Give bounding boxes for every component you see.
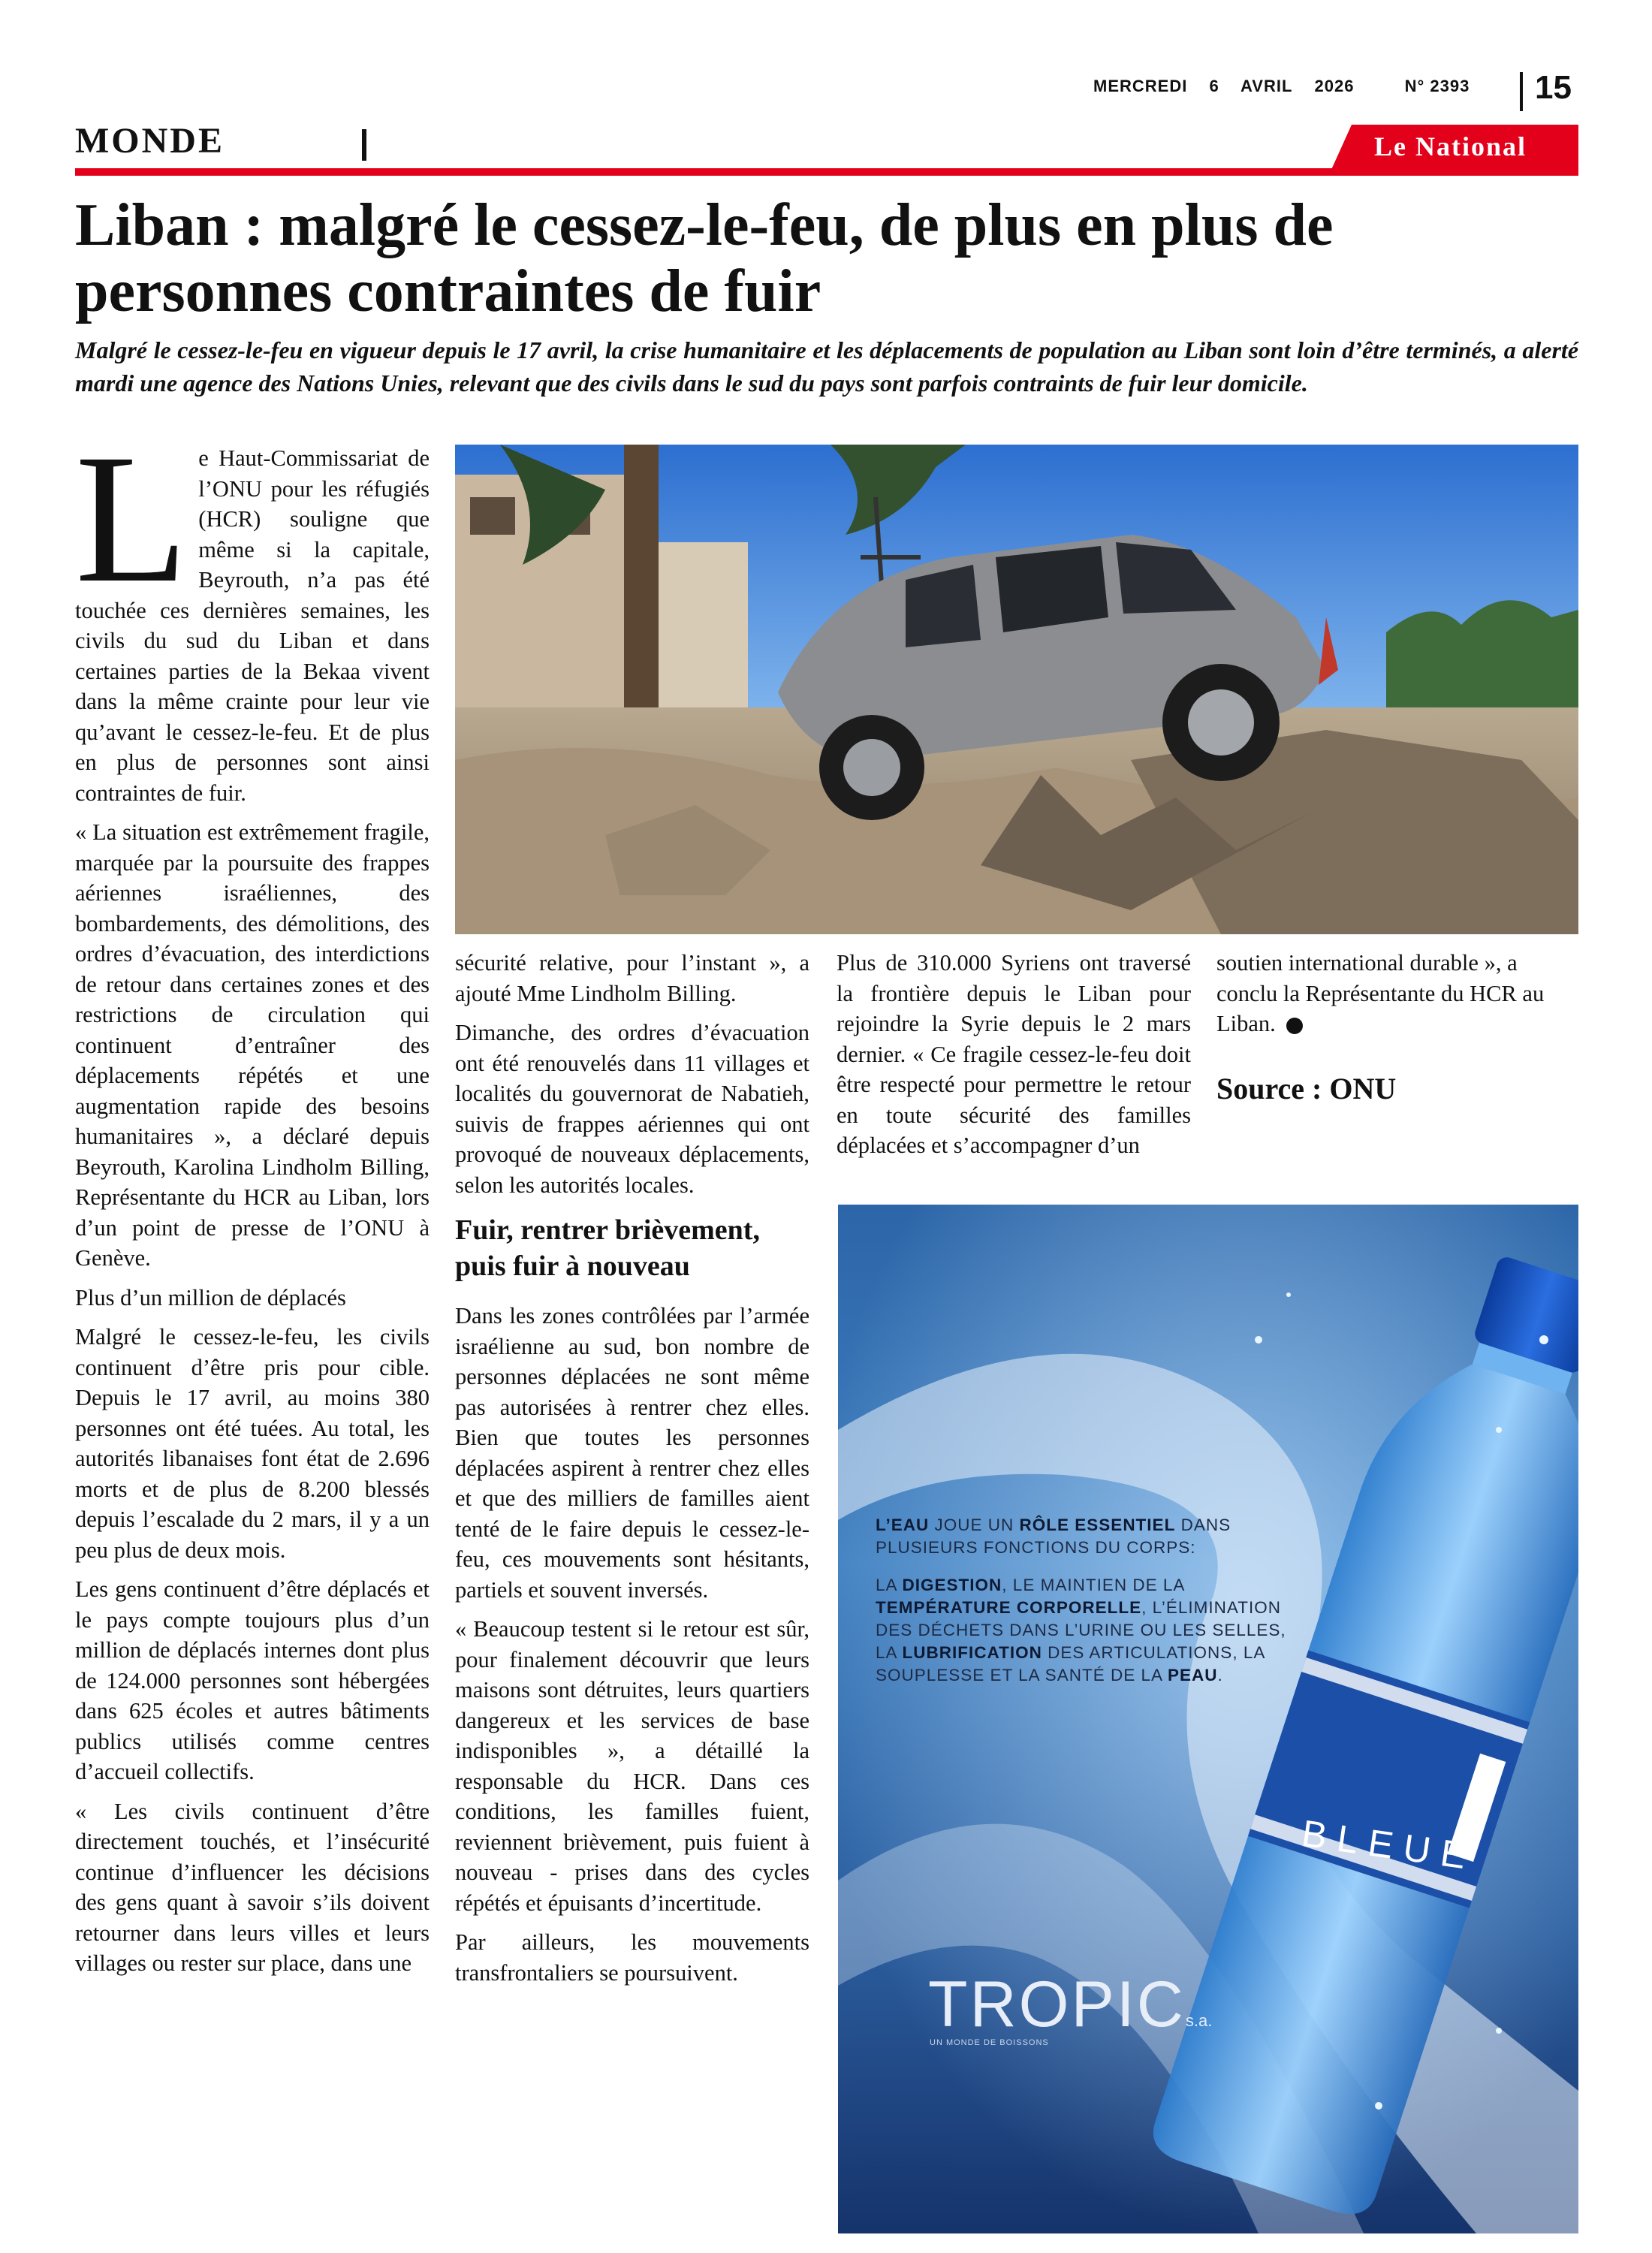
ad-text: , L’ÉLIMINATION DES DÉCHETS DANS L’URINE OU LES SELLES, LA xyxy=(876,1598,1286,1662)
inline-heading: Plus d’un million de déplacés xyxy=(75,1284,346,1310)
paragraph-13 xyxy=(1216,948,1578,1039)
ad-text: . xyxy=(1217,1666,1223,1684)
paragraph-12: Plus de 310.000 Syriens ont traversé la frontière depuis le Liban pour rejoindre la Syrie depuis le 2 mars dernier. « Ce fragile cessez-le-feu doit être respecté pour permettre le retour en toute sécurité des familles déplacées et s’accompagner d’un xyxy=(837,950,1191,1158)
page-number: 15 xyxy=(1535,69,1572,106)
ad-emphasis: RÔLE ESSENTIEL xyxy=(1019,1516,1176,1534)
paragraph-1-text: e Haut-Commissariat de l’ONU pour les réfugiés (HCR) souligne que même si la capitale, Beyrouth, n’a pas été touchée ces dernières semaines, les civils du sud du Liban et dans certaines parties de la Bekaa vivent dans la même crainte pour leur vie qu’avant le cessez-le-feu. Et de plus en plus de personnes sont ainsi contraintes de fuir. xyxy=(75,445,430,806)
ad-text: DES ARTICULATIONS, LA SOUPLESSE ET LA SANTÉ DE LA xyxy=(876,1643,1265,1684)
column-1 xyxy=(75,417,430,1988)
column-3 xyxy=(837,948,1191,1170)
ad-text: LA xyxy=(876,1576,903,1594)
ad-text: DANS PLUSIEURS FONCTIONS DU CORPS: xyxy=(876,1516,1231,1557)
column-2 xyxy=(455,948,809,1997)
headline: Liban : malgré le cessez-le-feu, de plus en plus de personnes contraintes de fuir xyxy=(75,192,1334,324)
destroyed-car-photo xyxy=(455,445,1578,934)
article-photo xyxy=(455,445,1578,934)
newspaper-name: Le National xyxy=(1374,131,1527,161)
end-of-article-mark-icon xyxy=(1286,1018,1303,1034)
ad-copy-line-2 xyxy=(876,1574,1296,1687)
section-divider xyxy=(362,129,366,161)
ad-copy-line-1 xyxy=(876,1514,1296,1559)
column-4 xyxy=(1216,948,1578,1104)
source-credit: Source : ONU xyxy=(1216,1071,1397,1105)
brand-tagline: UN MONDE DE BOISSONS xyxy=(930,2038,1049,2047)
ad-emphasis: LUBRIFICATION xyxy=(902,1643,1042,1662)
paragraph-1 xyxy=(75,417,430,808)
paragraph-5: Les gens continuent d’être déplacés et le pays compte toujours plus d’un million de déplacés internes dont plus de 124.000 personnes sont hébergées dans 625 écoles et autres bâtiments publics utilisés comme centres d’accueil collectifs. xyxy=(75,1576,430,1784)
paragraph-7: sécurité relative, pour l’instant », a ajouté Mme Lindholm Billing. xyxy=(455,950,809,1006)
ad-text: JOUE UN xyxy=(929,1516,1020,1534)
date-month: AVRIL xyxy=(1241,77,1293,95)
dropcap: L xyxy=(75,417,188,621)
page-number-divider xyxy=(1520,72,1523,111)
chapo: Malgré le cessez-le-feu en vigueur depuis le 17 avril, la crise humanitaire et les déplacements de population au Liban sont loin d’être terminés, a alerté mardi une agence des Nations Unies, relevant que des civils dans le sud du pays sont parfois contraints de fuir leur domicile. xyxy=(75,336,1578,397)
paragraph-2: « La situation est extrêmement fragile, marquée par la poursuite des frappes aériennes israéliennes, des bombardements, des démolitions, des ordres d’évacuation, des interdictions de retour dans certaines zones et des restrictions de circulation qui continuent d’entraîner des déplacements répétés et une augmentation rapide des besoins humanitaires », a déclaré depuis Beyrouth, Karolina Lindholm Billing, Représentante du HCR au Liban, lors d’un point de presse de l’ONU à Genève. xyxy=(75,819,430,1271)
paragraph-6: « Les civils continuent d’être directement touchés, et l’insécurité continue d’influencer les décisions des gens quant à savoir s’ils doivent retourner dans leurs villes et leurs villages ou rester sur place, dans une xyxy=(75,1798,430,1976)
brand-suffix: s.a. xyxy=(1185,2011,1213,2030)
paragraph-13-text: soutien international durable », a conclu la Représentante du HCR au Liban. xyxy=(1216,950,1545,1036)
date-day: MERCREDI xyxy=(1093,77,1188,95)
subheading: Fuir, rentrer brièvement, puis fuir à nouveau xyxy=(455,1214,760,1282)
brand-name: TROPIC xyxy=(928,1968,1186,2040)
ad-emphasis: DIGESTION xyxy=(902,1576,1002,1594)
advertisement xyxy=(838,1205,1578,2233)
date-number: 6 xyxy=(1209,77,1219,95)
paragraph-4: Malgré le cessez-le-feu, les civils continuent d’être pris pour cible. Depuis le 17 avril, au moins 380 personnes ont été tuées. Au total, les autorités libanaises font état de 2.696 morts et de plus de 8.200 blessés depuis l’escalade du 2 mars, il y a un peu plus de deux mois. xyxy=(75,1324,430,1563)
brand-logo xyxy=(928,1968,1212,2042)
paragraph-8: Dimanche, des ordres d’évacuation ont été renouvelés dans 11 villages et localités du gouvernorat de Nabatieh, suivis de frappes aériennes qui ont provoqué de nouveaux déplacements, selon les autorités locales. xyxy=(455,1020,809,1198)
paragraph-10: « Beaucoup testent si le retour est sûr, pour finalement découvrir que leurs maisons sont détruites, leurs quartiers dangereux et les services de base indisponibles », a détaillé la responsable du HCR. Dans ces conditions, les familles fuient, reviennent brièvement, puis fuient à nouveau - prises dans des cycles répétés et épuisants d’incertitude. xyxy=(455,1616,809,1916)
dateline xyxy=(1093,77,1486,96)
section-title: MONDE xyxy=(75,121,225,161)
ad-copy xyxy=(876,1514,1296,1702)
ad-emphasis: PEAU xyxy=(1168,1666,1218,1684)
issue-number: N° 2393 xyxy=(1404,77,1470,95)
water-bottle-illustration xyxy=(838,1205,1578,2233)
ad-emphasis: TEMPÉRATURE CORPORELLE xyxy=(876,1598,1142,1617)
paragraph-9: Dans les zones contrôlées par l’armée israélienne au sud, bon nombre de personnes déplacées ne sont même pas autorisées à rentrer chez elles. Bien que toutes les personnes déplacées aspirent à rentrer chez elles et que des milliers de familles aient tenté de le faire depuis le cessez-le-feu, ces mouvements sont hésitants, partiels et souvent inversés. xyxy=(455,1303,809,1603)
bottle-label: BLEUE xyxy=(1299,1811,1479,1879)
ad-emphasis: L’EAU xyxy=(876,1516,930,1534)
header-rule xyxy=(75,168,1578,176)
paragraph-11: Par ailleurs, les mouvements transfrontaliers se poursuivent. xyxy=(455,1929,809,1986)
date-year: 2026 xyxy=(1314,77,1355,95)
ad-text: , LE MAINTIEN DE LA xyxy=(1002,1576,1185,1594)
